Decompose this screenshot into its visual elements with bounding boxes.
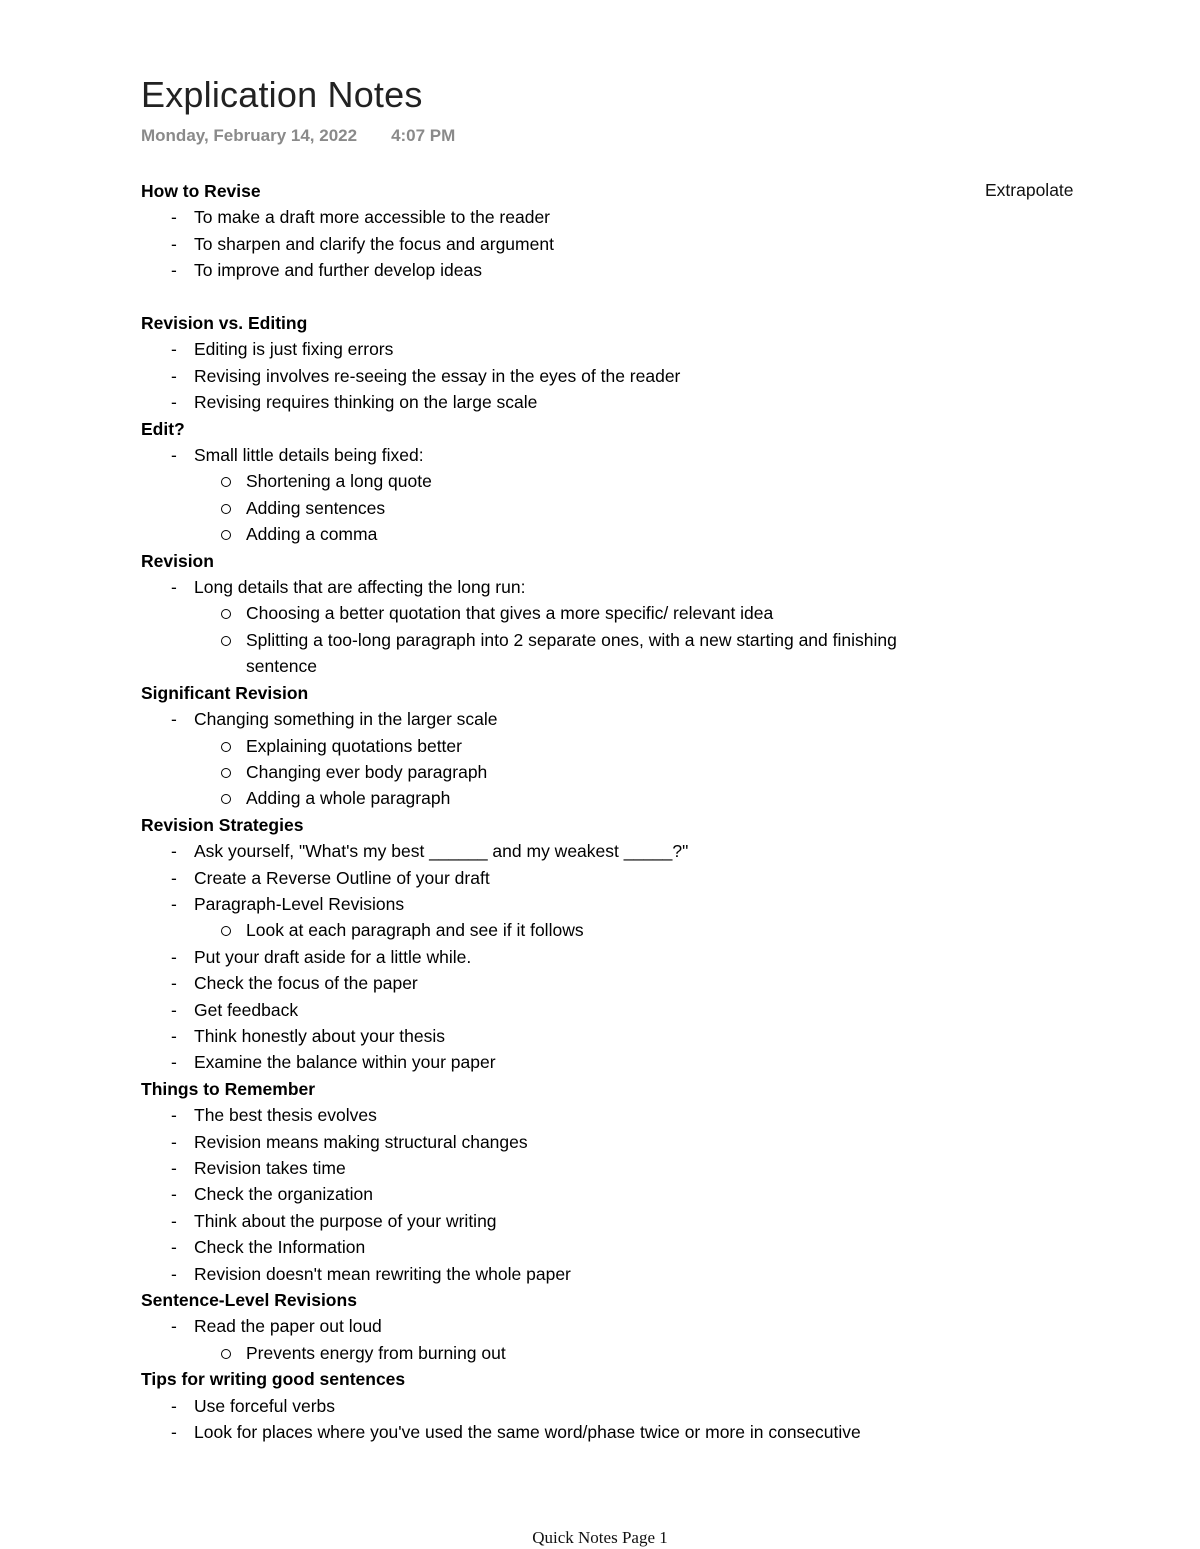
bullet-item — [141, 1049, 901, 1075]
circle-bullet-icon — [221, 609, 231, 619]
bullet-text: Check the organization — [194, 1184, 373, 1205]
dash-bullet-icon: - — [171, 365, 177, 386]
bullet-text: Read the paper out loud — [194, 1316, 382, 1337]
bullet-text: Paragraph-Level Revisions — [194, 893, 405, 914]
sub-bullet-item — [141, 627, 901, 680]
sub-bullet-item — [141, 600, 901, 626]
circle-bullet-icon — [221, 926, 231, 936]
dash-bullet-icon: - — [171, 1263, 177, 1284]
bullet-text: Revising requires thinking on the large scale — [194, 392, 538, 413]
dash-bullet-icon: - — [171, 1105, 177, 1126]
bullet-item — [141, 1261, 901, 1287]
bullet-item — [141, 389, 901, 415]
bullet-text: To improve and further develop ideas — [194, 260, 482, 281]
sub-bullet-item — [141, 521, 901, 547]
bullet-item — [141, 1181, 901, 1207]
bullet-text: Create a Reverse Outline of your draft — [194, 867, 490, 888]
bullet-text: Splitting a too-long paragraph into 2 separate ones, with a new starting and finishing sentence — [246, 629, 897, 677]
sub-bullet-item — [141, 1340, 901, 1366]
circle-bullet-icon — [221, 768, 231, 778]
bullet-item — [141, 1419, 901, 1445]
dash-bullet-icon: - — [171, 946, 177, 967]
bullet-text: Examine the balance within your paper — [194, 1052, 496, 1073]
bullet-item — [141, 257, 901, 283]
bullet-text: Choosing a better quotation that gives a more specific/ relevant idea — [246, 603, 774, 624]
section-heading: Revision Strategies — [141, 814, 304, 835]
dash-bullet-icon: - — [171, 339, 177, 360]
section-heading: Revision vs. Editing — [141, 313, 308, 334]
bullet-text: Ask yourself, "What's my best ______ and my weakest _____?" — [194, 841, 689, 862]
dash-bullet-icon: - — [171, 1210, 177, 1231]
sub-bullet-item — [141, 495, 901, 521]
dash-bullet-icon: - — [171, 260, 177, 281]
bullet-item — [141, 1102, 901, 1128]
section-heading: How to Revise — [141, 181, 261, 201]
bullet-item — [141, 1313, 901, 1339]
bullet-item — [141, 574, 901, 600]
dash-bullet-icon: - — [171, 207, 177, 228]
circle-bullet-icon — [221, 1349, 231, 1359]
bullet-text: Adding sentences — [246, 497, 386, 518]
bullet-text: Revision doesn't mean rewriting the whole paper — [194, 1263, 571, 1284]
bullet-text: Small little details being fixed: — [194, 445, 424, 466]
sub-bullet-item — [141, 917, 901, 943]
dash-bullet-icon: - — [171, 1422, 177, 1443]
bullet-item — [141, 706, 901, 732]
bullet-item — [141, 891, 901, 917]
dash-bullet-icon: - — [171, 893, 177, 914]
note-date: Monday, February 14, 2022 — [141, 126, 358, 145]
bullet-text: Look for places where you've used the same word/phase twice or more in consecutive — [194, 1422, 861, 1443]
dash-bullet-icon: - — [171, 1316, 177, 1337]
bullet-text: Adding a comma — [246, 524, 378, 545]
sub-bullet-item — [141, 759, 901, 785]
bullet-item — [141, 1208, 901, 1234]
blank-line — [141, 284, 901, 310]
bullet-text: Changing something in the larger scale — [194, 709, 498, 730]
dash-bullet-icon: - — [171, 392, 177, 413]
bullet-text: The best thesis evolves — [194, 1105, 377, 1126]
bullet-item — [141, 442, 901, 468]
section-heading: Significant Revision — [141, 682, 309, 703]
bullet-item — [141, 231, 901, 257]
dash-bullet-icon: - — [171, 577, 177, 598]
circle-bullet-icon — [221, 636, 231, 646]
bullet-text: Revision means making structural changes — [194, 1131, 528, 1152]
bullet-text: To make a draft more accessible to the reader — [194, 207, 551, 228]
circle-bullet-icon — [221, 794, 231, 804]
section-heading: Edit? — [141, 418, 185, 439]
bullet-item — [141, 1155, 901, 1181]
circle-bullet-icon — [221, 504, 231, 514]
bullet-item — [141, 1129, 901, 1155]
dash-bullet-icon: - — [171, 709, 177, 730]
section-heading: Sentence-Level Revisions — [141, 1290, 357, 1311]
bullet-text: Editing is just fixing errors — [194, 339, 394, 360]
section-heading: Things to Remember — [141, 1078, 316, 1099]
bullet-item — [141, 838, 901, 864]
circle-bullet-icon — [221, 477, 231, 487]
sub-bullet-item — [141, 733, 901, 759]
bullet-item — [141, 997, 901, 1023]
page-title: Explication Notes — [141, 74, 423, 115]
dash-bullet-icon: - — [171, 445, 177, 466]
side-note: Extrapolate — [985, 180, 1074, 200]
note-time: 4:07 PM — [391, 126, 456, 145]
bullet-text: Use forceful verbs — [194, 1395, 336, 1416]
bullet-text: Revision takes time — [194, 1158, 346, 1179]
bullet-item — [141, 336, 901, 362]
dash-bullet-icon: - — [171, 1052, 177, 1073]
dash-bullet-icon: - — [171, 1237, 177, 1258]
bullet-item — [141, 944, 901, 970]
bullet-text: Look at each paragraph and see if it follows — [246, 920, 584, 941]
bullet-text: Revising involves re-seeing the essay in the eyes of the reader — [194, 365, 681, 386]
bullet-text: Get feedback — [194, 999, 299, 1020]
circle-bullet-icon — [221, 742, 231, 752]
note-timestamp — [141, 126, 455, 146]
bullet-text: Adding a whole paragraph — [246, 788, 451, 809]
bullet-text: To sharpen and clarify the focus and argument — [194, 233, 554, 254]
bullet-item — [141, 204, 901, 230]
dash-bullet-icon: - — [171, 1158, 177, 1179]
circle-bullet-icon — [221, 530, 231, 540]
bullet-item — [141, 970, 901, 996]
dash-bullet-icon: - — [171, 1025, 177, 1046]
bullet-text: Think honestly about your thesis — [194, 1025, 445, 1046]
section-heading: Tips for writing good sentences — [141, 1369, 406, 1390]
dash-bullet-icon: - — [171, 867, 177, 888]
bullet-text: Think about the purpose of your writing — [194, 1210, 497, 1231]
dash-bullet-icon: - — [171, 1395, 177, 1416]
note-body — [141, 178, 901, 1445]
sub-bullet-item — [141, 468, 901, 494]
dash-bullet-icon: - — [171, 841, 177, 862]
bullet-item — [141, 1234, 901, 1260]
bullet-item — [141, 865, 901, 891]
section-heading: Revision — [141, 550, 214, 571]
bullet-text: Check the Information — [194, 1237, 366, 1258]
dash-bullet-icon: - — [171, 999, 177, 1020]
bullet-text: Long details that are affecting the long run: — [194, 577, 526, 598]
bullet-text: Changing ever body paragraph — [246, 761, 488, 782]
page-footer: Quick Notes Page 1 — [532, 1528, 668, 1547]
bullet-item — [141, 363, 901, 389]
bullet-text: Shortening a long quote — [246, 471, 432, 492]
bullet-item — [141, 1023, 901, 1049]
dash-bullet-icon: - — [171, 973, 177, 994]
dash-bullet-icon: - — [171, 1131, 177, 1152]
dash-bullet-icon: - — [171, 233, 177, 254]
bullet-text: Prevents energy from burning out — [246, 1342, 506, 1363]
dash-bullet-icon: - — [171, 1184, 177, 1205]
bullet-text: Explaining quotations better — [246, 735, 462, 756]
sub-bullet-item — [141, 785, 901, 811]
bullet-item — [141, 1393, 901, 1419]
bullet-text: Put your draft aside for a little while. — [194, 946, 472, 967]
bullet-text: Check the focus of the paper — [194, 973, 418, 994]
